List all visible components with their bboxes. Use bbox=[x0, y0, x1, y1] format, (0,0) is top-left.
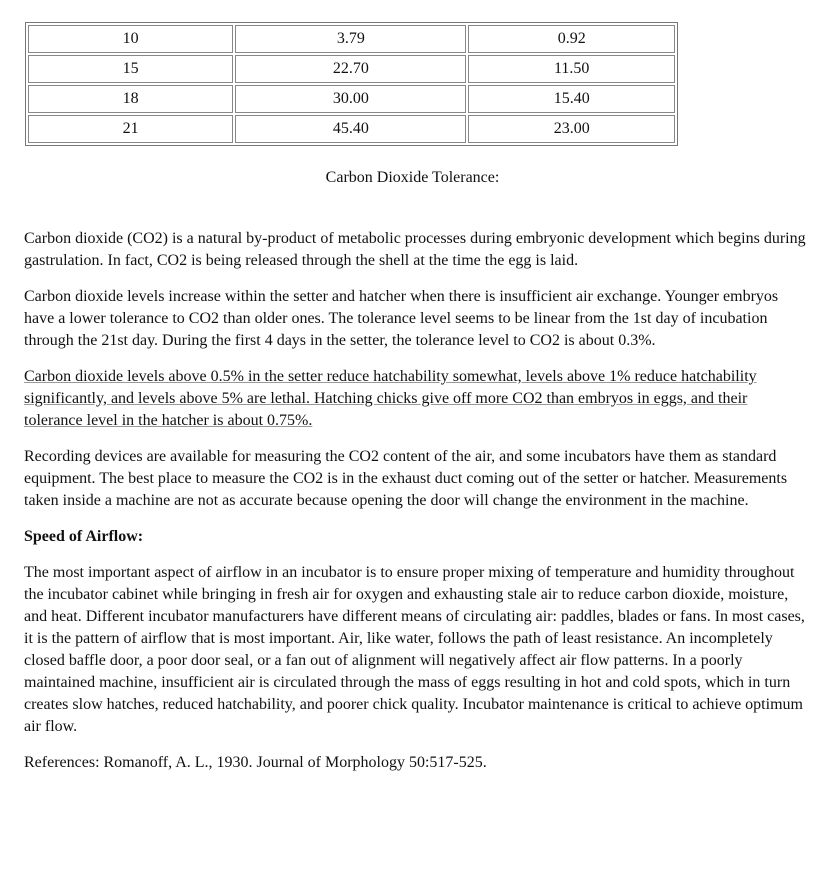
table-cell: 15 bbox=[28, 55, 233, 83]
table-row bbox=[28, 85, 675, 113]
table-cell: 3.79 bbox=[235, 25, 466, 53]
paragraph-co2-lethal: Carbon dioxide levels above 0.5% in the setter reduce hatchability somewhat, levels above 1% reduce hatchability significantly, and levels above 5% are lethal. Hatching chicks give off more CO2 than embryos in eggs, and their tolerance level in the hatcher is about 0.75%. bbox=[24, 368, 757, 429]
table-cell: 11.50 bbox=[468, 55, 675, 83]
paragraph-co2-measurement: Recording devices are available for measuring the CO2 content of the air, and some incubators have them as standard equipment. The best place to measure the CO2 is in the exhaust duct coming out of the setter or hatcher. Measurements taken inside a machine are not as accurate because opening the door will change the environment in the machine. bbox=[24, 448, 788, 509]
co2-tolerance-table bbox=[25, 22, 678, 146]
table-row bbox=[28, 115, 675, 143]
table-row bbox=[28, 25, 675, 53]
table-cell: 45.40 bbox=[235, 115, 466, 143]
table-cell: 10 bbox=[28, 25, 233, 53]
table-caption: Carbon Dioxide Tolerance: bbox=[325, 169, 500, 186]
table-cell: 15.40 bbox=[468, 85, 675, 113]
paragraph-co2-intro: Carbon dioxide (CO2) is a natural by-product of metabolic processes during embryonic development which begins during gastrulation. In fact, CO2 is being released through the shell at the time the egg is laid. bbox=[24, 230, 806, 269]
table-row bbox=[28, 55, 675, 83]
table-cell: 21 bbox=[28, 115, 233, 143]
article-body bbox=[24, 228, 807, 788]
table-cell: 22.70 bbox=[235, 55, 466, 83]
table-cell: 30.00 bbox=[235, 85, 466, 113]
table-cell: 23.00 bbox=[468, 115, 675, 143]
paragraph-airflow: The most important aspect of airflow in an incubator is to ensure proper mixing of temperature and humidity throughout the incubator cabinet while bringing in fresh air for oxygen and exhausting stale air to reduce carbon dioxide, moisture, and heat. Different incubator manufacturers have different means of circulating air: paddles, blades or fans. In most cases, it is the pattern of airflow that is most important. Air, like water, follows the path of least resistance. An incompletely closed baffle door, a poor door seal, or a fan out of alignment will negatively affect air flow patterns. In a poorly maintained machine, insufficient air is circulated through the mass of eggs resulting in hot and cold spots, which in turn creates slow hatches, reduced hatchability, and poorer chick quality. Incubator maintenance is critical to achieve optimum air flow. bbox=[24, 564, 805, 735]
table-cell: 0.92 bbox=[468, 25, 675, 53]
paragraph-co2-levels: Carbon dioxide levels increase within the setter and hatcher when there is insufficient air exchange. Younger embryos have a lower tolerance to CO2 than older ones. The tolerance level seems to be linear from the 1st day of incubation through the 21st day. During the first 4 days in the setter, the tolerance level to CO2 is about 0.3%. bbox=[24, 288, 779, 349]
table-cell: 18 bbox=[28, 85, 233, 113]
section-heading-airflow: Speed of Airflow: bbox=[24, 528, 144, 545]
references: References: Romanoff, A. L., 1930. Journal of Morphology 50:517-525. bbox=[24, 754, 487, 771]
